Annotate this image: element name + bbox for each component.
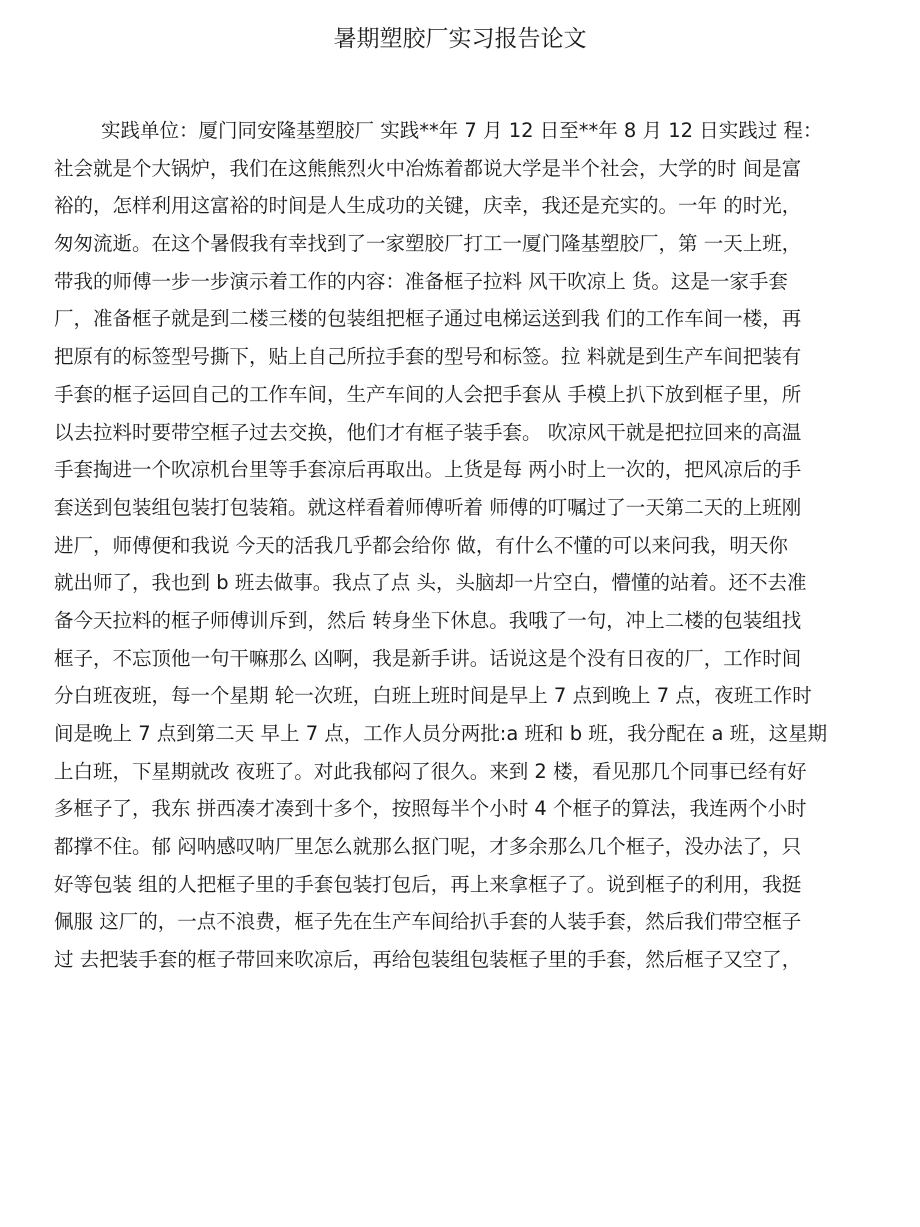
paragraph-line: 过 去把装手套的框子带回来吹凉后，再给包装组包装框子里的手套，然后框子又空了， xyxy=(54,948,802,972)
paragraph-line: 裕的，怎样利用这富裕的时间是人生成功的关键，庆幸，我还是充实的。一年 的时光， xyxy=(54,194,802,218)
paragraph-line: 备今天拉料的框子师傅训斥到，然后 转身坐下休息。我哦了一句，冲上二楼的包装组找 xyxy=(54,608,802,632)
document-body xyxy=(54,112,866,979)
paragraph-line: 框子，不忘顶他一句干嘛那么 凶啊，我是新手讲。话说这是个没有日夜的厂，工作时间 xyxy=(54,646,802,670)
paragraph-line: 进厂，师傅便和我说 今天的活我几乎都会给你 做，有什么不懂的可以来问我，明天你 xyxy=(54,533,788,557)
paragraph-line: 把原有的标签型号撕下，贴上自己所拉手套的型号和标签。拉 料就是到生产车间把装有 xyxy=(54,345,802,369)
paragraph-line: 实践单位：厦门同安隆基塑胶厂 实践**年 7 月 12 日至**年 8 月 12 日实践过 程： xyxy=(101,119,823,142)
paragraph-line: 手套的框子运回自己的工作车间，生产车间的人会把手套从 手模上扒下放到框子里，所 xyxy=(54,382,802,406)
paragraph-line: 手套掏进一个吹凉机台里等手套凉后再取出。上货是每 两小时上一次的，把风凉后的手 xyxy=(54,458,802,482)
paragraph-line: 好等包装 组的人把框子里的手套包装打包后，再上来拿框子了。说到框子的利用，我挺 xyxy=(54,872,802,896)
paragraph-line: 套送到包装组包装打包装箱。就这样看着师傅听着 师傅的叮嘱过了一天第二天的上班刚 xyxy=(54,495,802,519)
paragraph-line: 就出师了，我也到 b 班去做事。我点了点 头，头脑却一片空白，懵懂的站着。还不去准 xyxy=(54,571,807,595)
paragraph-line: 分白班夜班，每一个星期 轮一次班，白班上班时间是早上 7 点到晚上 7 点，夜班工作时 xyxy=(54,684,812,708)
paragraph-line: 都撑不住。郁 闷呐感叹呐厂里怎么就那么抠门呢，才多余那么几个框子，没办法了，只 xyxy=(54,835,802,859)
paragraph-line: 多框子了，我东 拼西凑才凑到十多个，按照每半个小时 4 个框子的算法，我连两个小时 xyxy=(54,797,807,821)
document-title: 暑期塑胶厂实习报告论文 xyxy=(333,26,587,52)
paragraph-line: 上白班，下星期就改 夜班了。对此我郁闷了很久。来到 2 楼，看见那几个同事已经有好 xyxy=(54,759,807,783)
paragraph-line: 佩服 这厂的，一点不浪费，框子先在生产车间给扒手套的人装手套，然后我们带空框子 xyxy=(54,910,802,934)
paragraph-line: 带我的师傅一步一步演示着工作的内容：准备框子拉料 风干吹凉上 货。这是一家手套 xyxy=(54,269,788,293)
paragraph-line: 以去拉料时要带空框子过去交换，他们才有框子装手套。 吹凉风干就是把拉回来的高温 xyxy=(54,420,802,444)
paragraph-line: 厂，准备框子就是到二楼三楼的包装组把框子通过电梯运送到我 们的工作车间一楼，再 xyxy=(54,307,802,331)
paragraph-line: 匆匆流逝。在这个暑假我有幸找到了一家塑胶厂打工一厦门隆基塑胶厂，第 一天上班， xyxy=(54,232,802,256)
paragraph-line: 社会就是个大锅炉，我们在这熊熊烈火中冶炼着都说大学是半个社会，大学的时 间是富 xyxy=(54,156,802,180)
paragraph-line: 间是晚上 7 点到第二天 早上 7 点，工作人员分两批:a 班和 b 班，我分配在 a 班，这星期 xyxy=(54,722,828,745)
